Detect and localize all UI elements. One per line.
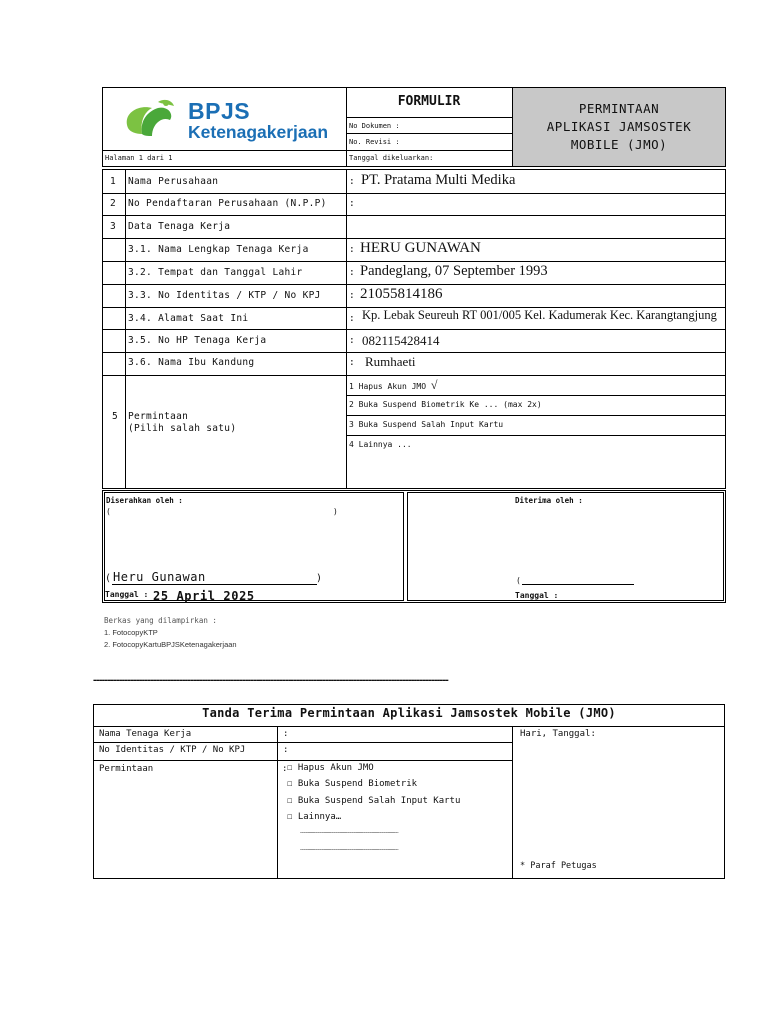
identity-number-value[interactable]: 21055814186 <box>360 286 443 302</box>
receipt-name-label: Nama Tenaga Kerja <box>99 729 192 739</box>
received-date-label: Tanggal : <box>515 591 559 600</box>
handed-date-label: Tanggal : <box>105 590 149 599</box>
close-paren: ) <box>333 507 338 516</box>
attachment-item: 1. FotocopyKTP <box>104 628 158 637</box>
cut-line: ---------------------------------------------------------------------------------------------------------------------------- <box>93 674 449 686</box>
receipt-date-label: Hari, Tanggal: <box>520 729 596 739</box>
form-title-line3: MOBILE (JMO) <box>570 137 668 152</box>
receipt-option-card-input[interactable] <box>287 796 460 806</box>
company-name-value[interactable]: PT. Pratama Multi Medika <box>361 172 516 188</box>
option-delete-account[interactable] <box>349 378 437 393</box>
form-title-line1: PERMINTAAN <box>578 101 660 116</box>
option-biometric-suspend[interactable]: 2 Buka Suspend Biometrik Ke ... (max 2x) <box>349 400 542 409</box>
attachment-item: 2. FotocopyKartuBPJSKetenagakerjaan <box>104 640 237 649</box>
request-hint: (Pilih salah satu) <box>128 423 237 434</box>
dotted-fill-line[interactable]: ............................................................................................ <box>300 846 399 852</box>
open-paren: ( <box>516 576 521 585</box>
phone-label: 3.5. No HP Tenaga Kerja <box>128 335 267 346</box>
option-other[interactable]: 4 Lainnya ... <box>349 440 412 449</box>
mother-name-value[interactable]: Rumhaeti <box>365 354 416 369</box>
receipt-request-label: Permintaan <box>99 764 154 774</box>
checkbox-icon[interactable]: ☐ <box>287 812 293 822</box>
company-name-label: Nama Perusahaan <box>128 176 219 187</box>
handed-date-value[interactable]: 25 April 2025 <box>153 589 255 603</box>
check-mark-icon: √ <box>430 378 438 392</box>
colon: : <box>282 764 288 774</box>
option-text: 1 Hapus Akun JMO <box>349 382 427 391</box>
receipt-option-text: Buka Suspend Salah Input Kartu <box>297 796 461 806</box>
received-by-label: Diterima oleh : <box>515 496 583 505</box>
colon: : <box>349 357 356 368</box>
formulir-heading: FORMULIR <box>397 94 461 109</box>
receipt-option-other[interactable] <box>287 812 341 822</box>
close-paren: ) <box>316 573 323 584</box>
logo-text-ketenagakerjaan: Ketenagakerjaan <box>188 122 329 142</box>
colon: : <box>349 290 356 301</box>
receipt-option-text: Buka Suspend Biometrik <box>297 779 418 789</box>
receipt-option-text: Lainnya… <box>297 812 342 822</box>
handed-by-label: Diserahkan oleh : <box>106 496 183 505</box>
address-label: 3.4. Alamat Saat Ini <box>128 313 249 324</box>
colon: : <box>349 267 356 278</box>
open-paren: ( <box>106 507 111 516</box>
issue-date: Tanggal dikeluarkan: <box>349 154 434 162</box>
receipt-title: Tanda Terima Permintaan Aplikasi Jamsostek Mobile (JMO) <box>202 706 616 720</box>
colon: : <box>349 198 356 209</box>
doc-number: No Dokumen : <box>349 122 400 130</box>
colon: : <box>283 729 289 739</box>
colon: : <box>349 313 356 324</box>
colon: : <box>349 335 356 346</box>
receipt-option-delete[interactable] <box>287 763 374 773</box>
company-registration-label: No Pendaftaran Perusahaan (N.P.P) <box>128 198 327 209</box>
checkbox-icon[interactable]: ☐ <box>287 796 293 806</box>
request-label: Permintaan <box>128 411 189 422</box>
receipt-option-text: Hapus Akun JMO <box>297 763 374 773</box>
phone-value[interactable]: 082115428414 <box>362 333 440 348</box>
logo-text-bpjs: BPJS <box>188 98 251 124</box>
address-value[interactable]: Kp. Lebak Seureuh RT 001/005 Kel. Kadumerak Kec. Karangtangjung <box>362 308 717 322</box>
worker-name-label: 3.1. Nama Lengkap Tenaga Kerja <box>128 244 309 255</box>
signer-name[interactable]: Heru Gunawan <box>113 570 206 584</box>
dotted-fill-line[interactable]: ............................................................................................ <box>300 829 399 835</box>
attachments-heading: Berkas yang dilampirkan : <box>104 616 217 625</box>
worker-data-label: Data Tenaga Kerja <box>128 221 231 232</box>
birth-place-date-label: 3.2. Tempat dan Tanggal Lahir <box>128 267 303 278</box>
colon: : <box>349 244 356 255</box>
checkbox-icon[interactable]: ☐ <box>287 779 293 789</box>
colon: : <box>283 745 289 755</box>
revision-number: No. Revisi : <box>349 138 400 146</box>
page-indicator: Halaman 1 dari 1 <box>105 154 173 162</box>
form-title-line2: APLIKASI JAMSOSTEK <box>546 119 692 134</box>
bpjs-logo-icon <box>118 96 188 148</box>
worker-name-value[interactable]: HERU GUNAWAN <box>360 240 481 256</box>
colon: : <box>349 176 356 187</box>
form-title <box>513 100 725 154</box>
row-number: 3 <box>110 221 117 232</box>
row-number: 2 <box>110 198 117 209</box>
request-number: 5 <box>112 411 119 422</box>
identity-number-label: 3.3. No Identitas / KTP / No KPJ <box>128 290 321 301</box>
bpjs-logo <box>118 96 348 148</box>
officer-signature-label: * Paraf Petugas <box>520 861 597 871</box>
receipt-option-biometric[interactable] <box>287 779 417 789</box>
mother-name-label: 3.6. Nama Ibu Kandung <box>128 357 255 368</box>
birth-place-date-value[interactable]: Pandeglang, 07 September 1993 <box>360 263 548 279</box>
row-number: 1 <box>110 176 117 187</box>
option-card-input-suspend[interactable]: 3 Buka Suspend Salah Input Kartu <box>349 420 504 429</box>
open-paren: ( <box>105 573 112 584</box>
receipt-id-label: No Identitas / KTP / No KPJ <box>99 745 246 755</box>
checkbox-icon[interactable]: ☐ <box>287 763 293 773</box>
